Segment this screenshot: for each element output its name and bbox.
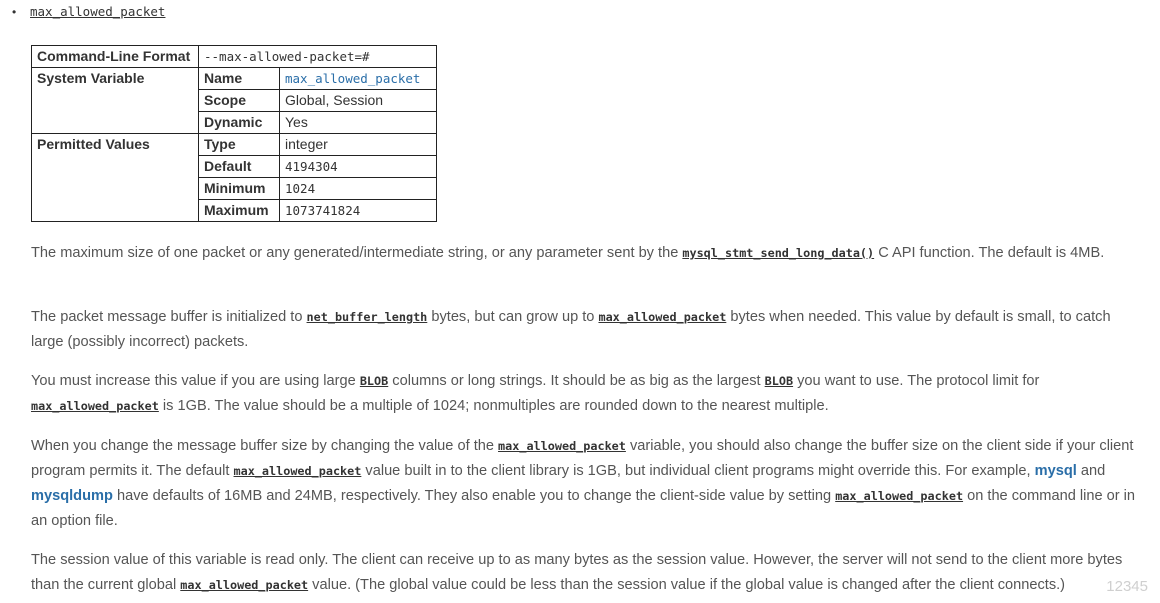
default-value-cell [280, 156, 437, 178]
max-allowed-packet-link[interactable]: max_allowed_packet [835, 489, 964, 503]
dynamic-value: Yes [280, 112, 437, 134]
command-line-format-label: Command-Line Format [32, 46, 199, 68]
system-variable-label: System Variable [32, 68, 199, 134]
net-buffer-length-link[interactable]: net_buffer_length [306, 310, 428, 324]
max-allowed-packet-link[interactable]: max_allowed_packet [31, 399, 159, 413]
description-paragraph-2: The packet message buffer is initialized to net_buffer_length bytes, but can grow up to max_allowed_packet bytes when needed. This value by default is small, to catch large (possibly incorrect) packets. [31, 309, 1111, 350]
description-paragraph-1: The maximum size of one packet or any generated/intermediate string, or any parameter sent by the mysql_stmt_send_long_data() C API function. The default is 4MB. [31, 245, 1105, 261]
minimum-key: Minimum [199, 178, 280, 200]
scope-value: Global, Session [280, 90, 437, 112]
max-allowed-packet-link[interactable]: max_allowed_packet [30, 4, 166, 19]
type-key: Type [199, 134, 280, 156]
variable-properties-table [31, 45, 437, 222]
table-row [32, 134, 437, 156]
description-paragraph-4: When you change the message buffer size by changing the value of the max_allowed_packet variable, you should also change the buffer size on the client side if your client program permits it. The default max_allowed_packet value built in to the client library is 1GB, but individual client programs might override this. For example, mysql and mysqldump have defaults of 16MB and 24MB, respectively. They also enable you to change the client-side value by setting max_allowed_packet on the command line or in an option file. [31, 438, 1136, 529]
command-line-format-value: --max-allowed-packet=# [199, 46, 437, 68]
bullet: • [12, 5, 17, 19]
scope-key: Scope [199, 90, 280, 112]
maximum-value: 1073741824 [285, 203, 361, 218]
table-row [32, 68, 437, 90]
type-value: integer [280, 134, 437, 156]
minimum-value-cell [280, 178, 437, 200]
name-key: Name [199, 68, 280, 90]
max-allowed-packet-link[interactable]: max_allowed_packet [598, 310, 727, 324]
mysqldump-link[interactable]: mysqldump [31, 488, 113, 504]
description-paragraph-3: You must increase this value if you are using large BLOB columns or long strings. It should be as big as the largest BLOB you want to use. The protocol limit for max_allowed_packet is 1GB. The value should be a multiple of 1024; nonmultiples are rounded down to the nearest multiple. [31, 373, 1040, 414]
max-allowed-packet-link[interactable]: max_allowed_packet [180, 578, 309, 592]
minimum-value: 1024 [285, 181, 316, 196]
name-value-link[interactable]: max_allowed_packet [285, 71, 421, 86]
variable-list-item [12, 4, 165, 19]
name-value-cell [280, 68, 437, 90]
description-paragraph-5: The session value of this variable is read only. The client can receive up to as many bytes as the session value. However, the server will not send to the client more bytes than the current global max_allowed_packet value. (The global value could be less than the session value if the global value is changed after the client connects.) [31, 552, 1123, 593]
blob-link[interactable]: BLOB [764, 374, 794, 388]
permitted-values-label: Permitted Values [32, 134, 199, 222]
max-allowed-packet-link[interactable]: max_allowed_packet [233, 464, 362, 478]
maximum-key: Maximum [199, 200, 280, 222]
max-allowed-packet-link[interactable]: max_allowed_packet [498, 439, 626, 453]
default-value: 4194304 [285, 159, 338, 174]
dynamic-key: Dynamic [199, 112, 280, 134]
table-row [32, 46, 437, 68]
watermark: 12345 [1106, 578, 1148, 595]
api-function-link[interactable]: mysql_stmt_send_long_data() [682, 246, 875, 260]
blob-link[interactable]: BLOB [359, 374, 389, 388]
default-key: Default [199, 156, 280, 178]
mysql-link[interactable]: mysql [1034, 463, 1077, 479]
maximum-value-cell [280, 200, 437, 222]
